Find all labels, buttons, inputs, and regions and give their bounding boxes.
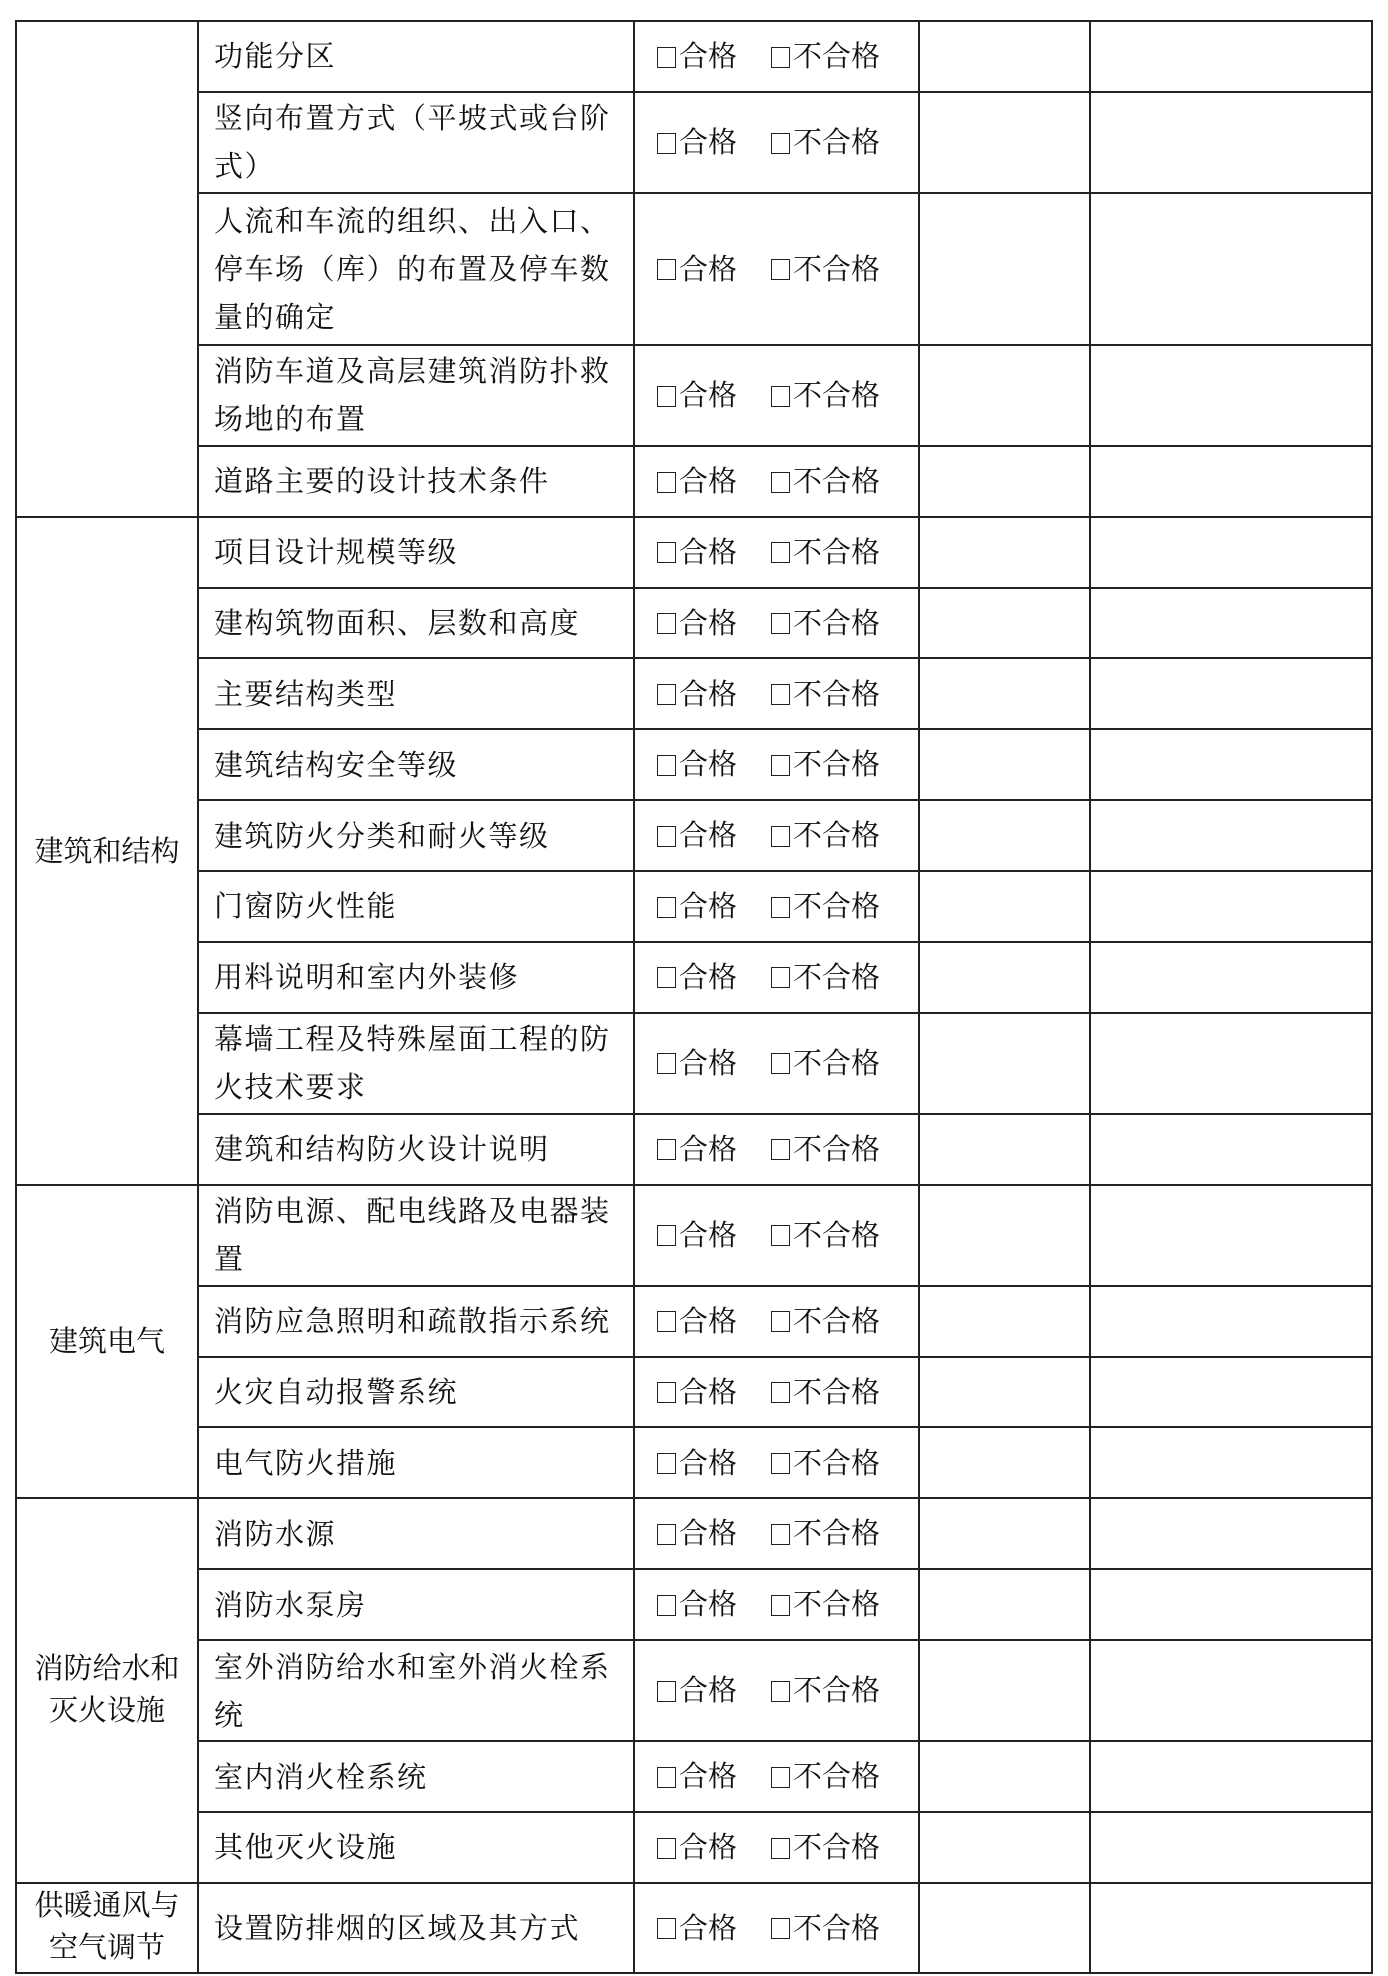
pass-checkbox[interactable] xyxy=(657,897,676,918)
fail-label: 不合格 xyxy=(793,464,881,499)
checklist-row xyxy=(16,446,1372,517)
fail-checkbox[interactable] xyxy=(771,1311,790,1332)
blank-cell-4[interactable] xyxy=(919,92,1090,193)
fail-option[interactable] xyxy=(771,32,880,80)
blank-cell-5[interactable] xyxy=(1090,1286,1372,1357)
blank-cell-5[interactable] xyxy=(1090,92,1372,193)
fail-checkbox[interactable] xyxy=(771,613,790,634)
blank-cell-5[interactable] xyxy=(1090,1357,1372,1428)
fail-checkbox[interactable] xyxy=(771,47,790,68)
blank-cell-4[interactable] xyxy=(919,1569,1090,1640)
pass-option[interactable] xyxy=(657,670,737,718)
review-item: 道路主要的设计技术条件 xyxy=(198,446,634,517)
pass-label: 合格 xyxy=(679,1045,738,1080)
fail-checkbox[interactable] xyxy=(771,386,790,407)
pass-checkbox[interactable] xyxy=(657,1918,676,1939)
fail-label: 不合格 xyxy=(793,1303,881,1338)
pass-checkbox[interactable] xyxy=(657,1311,676,1332)
pass-label: 合格 xyxy=(679,1131,738,1166)
pass-option[interactable] xyxy=(657,528,737,576)
pass-label: 合格 xyxy=(679,464,738,499)
pass-label: 合格 xyxy=(679,1217,738,1252)
blank-cell-5[interactable] xyxy=(1090,1185,1372,1286)
checklist-row xyxy=(16,1114,1372,1185)
fail-option[interactable] xyxy=(771,1439,880,1487)
blank-cell-5[interactable] xyxy=(1090,1812,1372,1883)
checklist-row xyxy=(16,800,1372,871)
fail-checkbox[interactable] xyxy=(771,542,790,563)
checklist-row xyxy=(16,1741,1372,1812)
result-cell xyxy=(634,345,919,446)
fail-option[interactable] xyxy=(771,1752,880,1800)
checklist-row xyxy=(16,942,1372,1013)
review-item: 消防车道及高层建筑消防扑救场地的布置 xyxy=(198,345,634,446)
pass-label: 合格 xyxy=(679,1830,738,1865)
checklist-row xyxy=(16,345,1372,446)
fail-checkbox[interactable] xyxy=(771,472,790,493)
fail-label: 不合格 xyxy=(793,1830,881,1865)
result-cell xyxy=(634,1013,919,1114)
result-cell xyxy=(634,1185,919,1286)
fail-label: 不合格 xyxy=(793,1516,881,1551)
fail-checkbox[interactable] xyxy=(771,133,790,154)
blank-cell-5[interactable] xyxy=(1090,1883,1372,1973)
pass-checkbox[interactable] xyxy=(657,1053,676,1074)
pass-label: 合格 xyxy=(679,605,738,640)
review-item: 竖向布置方式（平坡式或台阶式） xyxy=(198,92,634,193)
pass-label: 合格 xyxy=(679,1587,738,1622)
fail-option[interactable] xyxy=(771,528,880,576)
pass-option[interactable] xyxy=(657,1904,737,1952)
checklist-row xyxy=(16,1357,1372,1428)
checklist-row xyxy=(16,1185,1372,1286)
pass-checkbox[interactable] xyxy=(657,1453,676,1474)
result-cell xyxy=(634,1741,919,1812)
fail-checkbox[interactable] xyxy=(771,1595,790,1616)
blank-cell-4[interactable] xyxy=(919,1812,1090,1883)
review-item: 门窗防火性能 xyxy=(198,871,634,942)
result-cell xyxy=(634,21,919,92)
review-item: 消防电源、配电线路及电器装置 xyxy=(198,1185,634,1286)
pass-checkbox[interactable] xyxy=(657,386,676,407)
category-cell xyxy=(16,1883,198,1973)
blank-cell-4[interactable] xyxy=(919,1498,1090,1569)
blank-cell-5[interactable] xyxy=(1090,1498,1372,1569)
pass-checkbox[interactable] xyxy=(657,755,676,776)
blank-cell-4[interactable] xyxy=(919,1286,1090,1357)
fail-label: 不合格 xyxy=(793,747,881,782)
result-cell xyxy=(634,729,919,800)
checklist-row xyxy=(16,1427,1372,1498)
pass-label: 合格 xyxy=(679,676,738,711)
pass-checkbox[interactable] xyxy=(657,1524,676,1545)
fail-option[interactable] xyxy=(771,1297,880,1345)
fail-checkbox[interactable] xyxy=(771,1838,790,1859)
blank-cell-4[interactable] xyxy=(919,729,1090,800)
review-item: 建构筑物面积、层数和高度 xyxy=(198,588,634,659)
fail-option[interactable] xyxy=(771,740,880,788)
result-cell xyxy=(634,1427,919,1498)
result-cell xyxy=(634,1357,919,1428)
pass-option[interactable] xyxy=(657,1752,737,1800)
fail-checkbox[interactable] xyxy=(771,897,790,918)
pass-label: 合格 xyxy=(679,1445,738,1480)
checklist-row xyxy=(16,517,1372,588)
blank-cell-5[interactable] xyxy=(1090,1569,1372,1640)
review-item: 功能分区 xyxy=(198,21,634,92)
blank-cell-5[interactable] xyxy=(1090,345,1372,446)
fail-option[interactable] xyxy=(771,953,880,1001)
pass-option[interactable] xyxy=(657,953,737,1001)
pass-option[interactable] xyxy=(657,882,737,930)
blank-cell-5[interactable] xyxy=(1090,729,1372,800)
review-item: 人流和车流的组织、出入口、停车场（库）的布置及停车数量的确定 xyxy=(198,193,634,345)
pass-checkbox[interactable] xyxy=(657,1225,676,1246)
review-item: 设置防排烟的区域及其方式 xyxy=(198,1883,634,1973)
result-cell xyxy=(634,1883,919,1973)
pass-option[interactable] xyxy=(657,371,737,419)
fail-checkbox[interactable] xyxy=(771,1382,790,1403)
pass-checkbox[interactable] xyxy=(657,133,676,154)
pass-label: 合格 xyxy=(679,378,738,413)
pass-option[interactable] xyxy=(657,1125,737,1173)
pass-label: 合格 xyxy=(679,125,738,160)
fail-option[interactable] xyxy=(771,118,880,166)
pass-checkbox[interactable] xyxy=(657,1595,676,1616)
fail-label: 不合格 xyxy=(793,1910,881,1945)
blank-cell-4[interactable] xyxy=(919,1114,1090,1185)
fail-checkbox[interactable] xyxy=(771,1453,790,1474)
blank-cell-5[interactable] xyxy=(1090,193,1372,345)
checklist-row xyxy=(16,1812,1372,1883)
blank-cell-5[interactable] xyxy=(1090,1013,1372,1114)
fail-checkbox[interactable] xyxy=(771,967,790,988)
blank-cell-4[interactable] xyxy=(919,800,1090,871)
review-item: 项目设计规模等级 xyxy=(198,517,634,588)
pass-option[interactable] xyxy=(657,1580,737,1628)
fail-option[interactable] xyxy=(771,1368,880,1416)
result-cell xyxy=(634,1812,919,1883)
pass-label: 合格 xyxy=(679,1374,738,1409)
fail-label: 不合格 xyxy=(793,1374,881,1409)
blank-cell-4[interactable] xyxy=(919,193,1090,345)
review-item: 室内消火栓系统 xyxy=(198,1741,634,1812)
checklist-row xyxy=(16,1640,1372,1741)
category-label: 建筑电气 xyxy=(48,1324,165,1359)
fail-option[interactable] xyxy=(771,245,880,293)
result-cell xyxy=(634,92,919,193)
fail-option[interactable] xyxy=(771,1039,880,1087)
review-item: 消防水泵房 xyxy=(198,1569,634,1640)
pass-option[interactable] xyxy=(657,1823,737,1871)
pass-option[interactable] xyxy=(657,1039,737,1087)
pass-option[interactable] xyxy=(657,1368,737,1416)
blank-cell-5[interactable] xyxy=(1090,446,1372,517)
checklist-row xyxy=(16,1286,1372,1357)
result-cell xyxy=(634,871,919,942)
pass-label: 合格 xyxy=(679,959,738,994)
review-item: 主要结构类型 xyxy=(198,658,634,729)
checklist-row xyxy=(16,21,1372,92)
fail-option[interactable] xyxy=(771,1580,880,1628)
fail-option[interactable] xyxy=(771,670,880,718)
category-cell xyxy=(16,517,198,1185)
checklist-row xyxy=(16,729,1372,800)
review-item: 室外消防给水和室外消火栓系统 xyxy=(198,1640,634,1741)
fail-checkbox[interactable] xyxy=(771,755,790,776)
checklist-row xyxy=(16,658,1372,729)
blank-cell-5[interactable] xyxy=(1090,1114,1372,1185)
category-cell xyxy=(16,1185,198,1499)
fail-checkbox[interactable] xyxy=(771,1225,790,1246)
pass-option[interactable] xyxy=(657,32,737,80)
fail-label: 不合格 xyxy=(793,251,881,286)
pass-label: 合格 xyxy=(679,1910,738,1945)
checklist-row xyxy=(16,1569,1372,1640)
pass-checkbox[interactable] xyxy=(657,1139,676,1160)
pass-option[interactable] xyxy=(657,1666,737,1714)
pass-checkbox[interactable] xyxy=(657,259,676,280)
blank-cell-5[interactable] xyxy=(1090,1427,1372,1498)
blank-cell-4[interactable] xyxy=(919,1741,1090,1812)
result-cell xyxy=(634,942,919,1013)
fail-label: 不合格 xyxy=(793,39,881,74)
pass-label: 合格 xyxy=(679,1303,738,1338)
checklist-row xyxy=(16,1883,1372,1973)
fail-option[interactable] xyxy=(771,1904,880,1952)
fail-label: 不合格 xyxy=(793,1587,881,1622)
result-cell xyxy=(634,1114,919,1185)
fail-checkbox[interactable] xyxy=(771,1524,790,1545)
pass-label: 合格 xyxy=(679,747,738,782)
review-item: 幕墙工程及特殊屋面工程的防火技术要求 xyxy=(198,1013,634,1114)
blank-cell-4[interactable] xyxy=(919,1427,1090,1498)
pass-label: 合格 xyxy=(679,39,738,74)
pass-option[interactable] xyxy=(657,599,737,647)
blank-cell-4[interactable] xyxy=(919,1185,1090,1286)
result-cell xyxy=(634,1286,919,1357)
result-cell xyxy=(634,658,919,729)
pass-option[interactable] xyxy=(657,457,737,505)
fail-checkbox[interactable] xyxy=(771,1767,790,1788)
result-cell xyxy=(634,1569,919,1640)
fail-label: 不合格 xyxy=(793,534,881,569)
fail-checkbox[interactable] xyxy=(771,1053,790,1074)
review-item: 建筑防火分类和耐火等级 xyxy=(198,800,634,871)
pass-checkbox[interactable] xyxy=(657,47,676,68)
pass-option[interactable] xyxy=(657,118,737,166)
blank-cell-4[interactable] xyxy=(919,942,1090,1013)
fail-checkbox[interactable] xyxy=(771,684,790,705)
review-item: 消防应急照明和疏散指示系统 xyxy=(198,1286,634,1357)
review-item: 其他灭火设施 xyxy=(198,1812,634,1883)
fail-option[interactable] xyxy=(771,371,880,419)
pass-label: 合格 xyxy=(679,1673,738,1708)
result-cell xyxy=(634,193,919,345)
blank-cell-5[interactable] xyxy=(1090,588,1372,659)
fail-label: 不合格 xyxy=(793,889,881,924)
fail-label: 不合格 xyxy=(793,1131,881,1166)
blank-cell-5[interactable] xyxy=(1090,1640,1372,1741)
pass-option[interactable] xyxy=(657,740,737,788)
result-cell xyxy=(634,800,919,871)
fail-option[interactable] xyxy=(771,599,880,647)
blank-cell-4[interactable] xyxy=(919,446,1090,517)
pass-label: 合格 xyxy=(679,818,738,853)
fail-option[interactable] xyxy=(771,1211,880,1259)
checklist-row xyxy=(16,871,1372,942)
blank-cell-4[interactable] xyxy=(919,588,1090,659)
fail-checkbox[interactable] xyxy=(771,1918,790,1939)
fail-label: 不合格 xyxy=(793,1673,881,1708)
fail-option[interactable] xyxy=(771,811,880,859)
blank-cell-4[interactable] xyxy=(919,871,1090,942)
category-label: 消防给水和 灭火设施 xyxy=(34,1651,180,1728)
checklist-row xyxy=(16,1498,1372,1569)
result-cell xyxy=(634,517,919,588)
pass-checkbox[interactable] xyxy=(657,684,676,705)
blank-cell-5[interactable] xyxy=(1090,942,1372,1013)
blank-cell-5[interactable] xyxy=(1090,800,1372,871)
fail-checkbox[interactable] xyxy=(771,826,790,847)
checklist-row xyxy=(16,588,1372,659)
blank-cell-4[interactable] xyxy=(919,345,1090,446)
pass-checkbox[interactable] xyxy=(657,1838,676,1859)
review-item: 消防水源 xyxy=(198,1498,634,1569)
pass-checkbox[interactable] xyxy=(657,1767,676,1788)
result-cell xyxy=(634,588,919,659)
category-cell xyxy=(16,1498,198,1883)
blank-cell-5[interactable] xyxy=(1090,1741,1372,1812)
fail-option[interactable] xyxy=(771,1509,880,1557)
category-label: 供暖通风与 空气调节 xyxy=(34,1888,180,1965)
pass-checkbox[interactable] xyxy=(657,1681,676,1702)
pass-checkbox[interactable] xyxy=(657,472,676,493)
review-item: 建筑和结构防火设计说明 xyxy=(198,1114,634,1185)
result-cell xyxy=(634,1640,919,1741)
fail-option[interactable] xyxy=(771,882,880,930)
fail-option[interactable] xyxy=(771,457,880,505)
pass-checkbox[interactable] xyxy=(657,967,676,988)
pass-label: 合格 xyxy=(679,534,738,569)
pass-option[interactable] xyxy=(657,1439,737,1487)
blank-cell-4[interactable] xyxy=(919,1357,1090,1428)
pass-checkbox[interactable] xyxy=(657,1382,676,1403)
pass-option[interactable] xyxy=(657,811,737,859)
fail-label: 不合格 xyxy=(793,1045,881,1080)
review-item: 电气防火措施 xyxy=(198,1427,634,1498)
review-item: 建筑结构安全等级 xyxy=(198,729,634,800)
fail-option[interactable] xyxy=(771,1666,880,1714)
category-label: 建筑和结构 xyxy=(34,833,180,868)
review-checklist-table xyxy=(15,20,1373,1974)
checklist-row xyxy=(16,1013,1372,1114)
blank-cell-5[interactable] xyxy=(1090,21,1372,92)
pass-option[interactable] xyxy=(657,1297,737,1345)
fail-label: 不合格 xyxy=(793,676,881,711)
pass-option[interactable] xyxy=(657,1509,737,1557)
review-item: 火灾自动报警系统 xyxy=(198,1357,634,1428)
pass-label: 合格 xyxy=(679,1759,738,1794)
result-cell xyxy=(634,1498,919,1569)
fail-label: 不合格 xyxy=(793,1217,881,1252)
blank-cell-5[interactable] xyxy=(1090,658,1372,729)
fail-option[interactable] xyxy=(771,1823,880,1871)
fail-option[interactable] xyxy=(771,1125,880,1173)
category-cell xyxy=(16,21,198,517)
blank-cell-5[interactable] xyxy=(1090,517,1372,588)
pass-option[interactable] xyxy=(657,245,737,293)
pass-checkbox[interactable] xyxy=(657,613,676,634)
review-checklist-body xyxy=(16,21,1372,1973)
pass-label: 合格 xyxy=(679,251,738,286)
pass-checkbox[interactable] xyxy=(657,826,676,847)
fail-label: 不合格 xyxy=(793,1759,881,1794)
blank-cell-4[interactable] xyxy=(919,517,1090,588)
fail-label: 不合格 xyxy=(793,818,881,853)
blank-cell-4[interactable] xyxy=(919,21,1090,92)
blank-cell-5[interactable] xyxy=(1090,871,1372,942)
fail-checkbox[interactable] xyxy=(771,259,790,280)
checklist-row xyxy=(16,92,1372,193)
pass-option[interactable] xyxy=(657,1211,737,1259)
checklist-row xyxy=(16,193,1372,345)
blank-cell-4[interactable] xyxy=(919,1883,1090,1973)
fail-label: 不合格 xyxy=(793,378,881,413)
fail-label: 不合格 xyxy=(793,1445,881,1480)
fail-label: 不合格 xyxy=(793,605,881,640)
fail-label: 不合格 xyxy=(793,125,881,160)
fail-checkbox[interactable] xyxy=(771,1681,790,1702)
pass-checkbox[interactable] xyxy=(657,542,676,563)
result-cell xyxy=(634,446,919,517)
pass-label: 合格 xyxy=(679,889,738,924)
pass-label: 合格 xyxy=(679,1516,738,1551)
blank-cell-4[interactable] xyxy=(919,1013,1090,1114)
review-item: 用料说明和室内外装修 xyxy=(198,942,634,1013)
fail-checkbox[interactable] xyxy=(771,1139,790,1160)
blank-cell-4[interactable] xyxy=(919,658,1090,729)
blank-cell-4[interactable] xyxy=(919,1640,1090,1741)
fail-label: 不合格 xyxy=(793,959,881,994)
